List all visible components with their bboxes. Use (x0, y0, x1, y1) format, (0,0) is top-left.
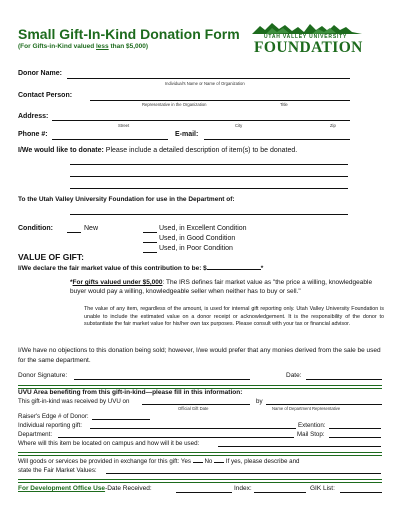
irs-text: : The IRS defines fair market value as "the price a willing, knowledgeable buyer would pay a willing, knowledgeable seller when neither has to buy or sell." (70, 279, 373, 295)
gik-field[interactable] (340, 492, 382, 493)
state-fmv-label: state the Fair Market Values: (18, 467, 97, 474)
exchange-yes-blank[interactable] (193, 462, 203, 463)
logo-top-text: UTAH VALLEY UNIVERSITY (264, 34, 348, 40)
exchange-yes-text: Will goods or services be provided in exchange for this gift: Yes (18, 458, 191, 465)
reporting-field[interactable] (90, 428, 296, 429)
received-by: by (256, 398, 263, 405)
gift-date-caption: Official Gift Date (178, 406, 209, 411)
official-gift-date-field[interactable] (142, 404, 250, 405)
located-field[interactable] (218, 446, 381, 447)
exchange-if-yes: If yes, please describe and (225, 458, 300, 465)
extension-field[interactable] (329, 428, 381, 429)
section-divider-3 (18, 479, 382, 483)
objection-statement: I/We have no objections to this donation being sold; however, I/we would prefer that any monies derived from the sale be used for the same department. (18, 347, 381, 364)
declaration-asterisk: * (260, 265, 264, 272)
reporting-label: Individual reporting gift: (18, 422, 82, 429)
fair-market-value-field[interactable] (207, 269, 261, 270)
contact-rep-caption: Representative in the Organization (142, 102, 207, 107)
page-subtitle (18, 43, 148, 50)
exchange-no-blank[interactable] (214, 462, 224, 463)
date-received-field[interactable] (176, 492, 232, 493)
value-heading: VALUE OF GIFT: (18, 252, 84, 262)
section-divider-2 (18, 452, 382, 456)
condition-new-blank[interactable] (67, 232, 81, 233)
index-field[interactable] (254, 492, 306, 493)
declaration-text: I/We declare the fair market value of this contribution to be: $ (18, 265, 207, 272)
raiser-field[interactable] (92, 419, 150, 420)
zip-caption: Zip (330, 123, 336, 128)
date-label: Date: (286, 372, 302, 379)
department-label: Department: (18, 431, 53, 438)
uvu-foundation-logo (252, 20, 362, 60)
description-line-2[interactable] (70, 176, 348, 177)
mountain-logo-icon (252, 20, 362, 34)
phone-label: Phone #: (18, 131, 48, 138)
donate-instruction: Please include a detailed description of item(s) to be donated. (103, 147, 298, 154)
mailstop-label: Mail Stop: (297, 431, 325, 438)
office-use-row (18, 485, 152, 492)
email-label: E-mail: (175, 131, 199, 138)
irs-definition (70, 278, 384, 296)
gik-label: GIK List: (310, 485, 335, 492)
condition-new: New (84, 225, 99, 232)
description-line-1[interactable] (70, 164, 348, 165)
description-line-3[interactable] (70, 188, 348, 189)
signature-field[interactable] (74, 379, 250, 380)
city-caption: City (235, 123, 243, 128)
located-label: Where will this item be located on campus and how will it be used: (18, 440, 200, 447)
donor-name-field[interactable] (67, 78, 350, 79)
fmv-field[interactable] (106, 473, 381, 474)
date-received-label: -Date Received: (105, 485, 152, 492)
condition-poor: Used, in Poor Condition (159, 245, 233, 252)
signature-date-field[interactable] (306, 379, 382, 380)
mailstop-field[interactable] (329, 437, 381, 438)
uvu-department-field[interactable] (58, 437, 294, 438)
contact-title-caption: Title (280, 102, 288, 107)
subtitle-post: than $5,000) (108, 43, 149, 50)
extension-label: Extention: (298, 422, 326, 429)
department-field[interactable] (70, 214, 348, 215)
page-title: Small Gift-In-Kind Donation Form (18, 26, 240, 42)
dept-rep-caption: Name of Department Representative (272, 406, 341, 411)
irs-emphasis: For gifts valued under $5,000 (72, 279, 163, 286)
raiser-label: Raiser's Edge # of Donor: (18, 413, 89, 420)
condition-excellent-blank[interactable] (143, 232, 157, 233)
subtitle-emphasis: less (96, 43, 109, 50)
address-field[interactable] (52, 120, 350, 121)
condition-label: Condition: (18, 225, 53, 232)
street-caption: Street (118, 123, 130, 128)
department-statement: To the Utah Valley University Foundation for use in the Department of: (18, 196, 235, 203)
office-use-label: For Development Office Use (18, 485, 106, 492)
contact-person-label: Contact Person: (18, 92, 73, 99)
uvu-heading: UVU Area benefiting from this gift-in-kind—please fill in this information: (18, 389, 243, 396)
donate-line (18, 147, 297, 154)
value-note: The value of any item, regardless of the amount, is used for internal gift reporting only. Utah Valley University Foundation is unable to include the estimated value on a donor receipt or acknowledgement. It is the responsibility of the donor to substantiate the fair market value for his/her own tax purposes. Please consult with your tax or financial advisor. (84, 306, 384, 328)
condition-good: Used, in Good Condition (159, 235, 236, 242)
received-text: This gift-in-kind was received by UVU on (18, 398, 130, 405)
department-rep-field[interactable] (266, 404, 382, 405)
condition-good-blank[interactable] (143, 242, 157, 243)
condition-excellent: Used, in Excellent Condition (159, 225, 247, 232)
value-declaration (18, 265, 263, 272)
signature-label: Donor Signature: (18, 372, 68, 379)
logo-main-text: FOUNDATION (254, 39, 363, 56)
condition-poor-blank[interactable] (143, 252, 157, 253)
irs-star: * (70, 279, 73, 286)
contact-person-field[interactable] (90, 100, 350, 101)
subtitle-pre: (For Gifts-in-Kind valued (18, 43, 96, 50)
phone-field[interactable] (52, 139, 168, 140)
exchange-no-text: No (204, 458, 213, 465)
index-label: Index: (234, 485, 252, 492)
donor-name-label: Donor Name: (18, 70, 62, 77)
address-label: Address: (18, 113, 49, 120)
email-field[interactable] (204, 139, 350, 140)
donor-name-caption: Individual's Name or Name of Organization (165, 81, 245, 86)
donate-label: I/We would like to donate: (18, 147, 104, 154)
exchange-question (18, 458, 299, 465)
